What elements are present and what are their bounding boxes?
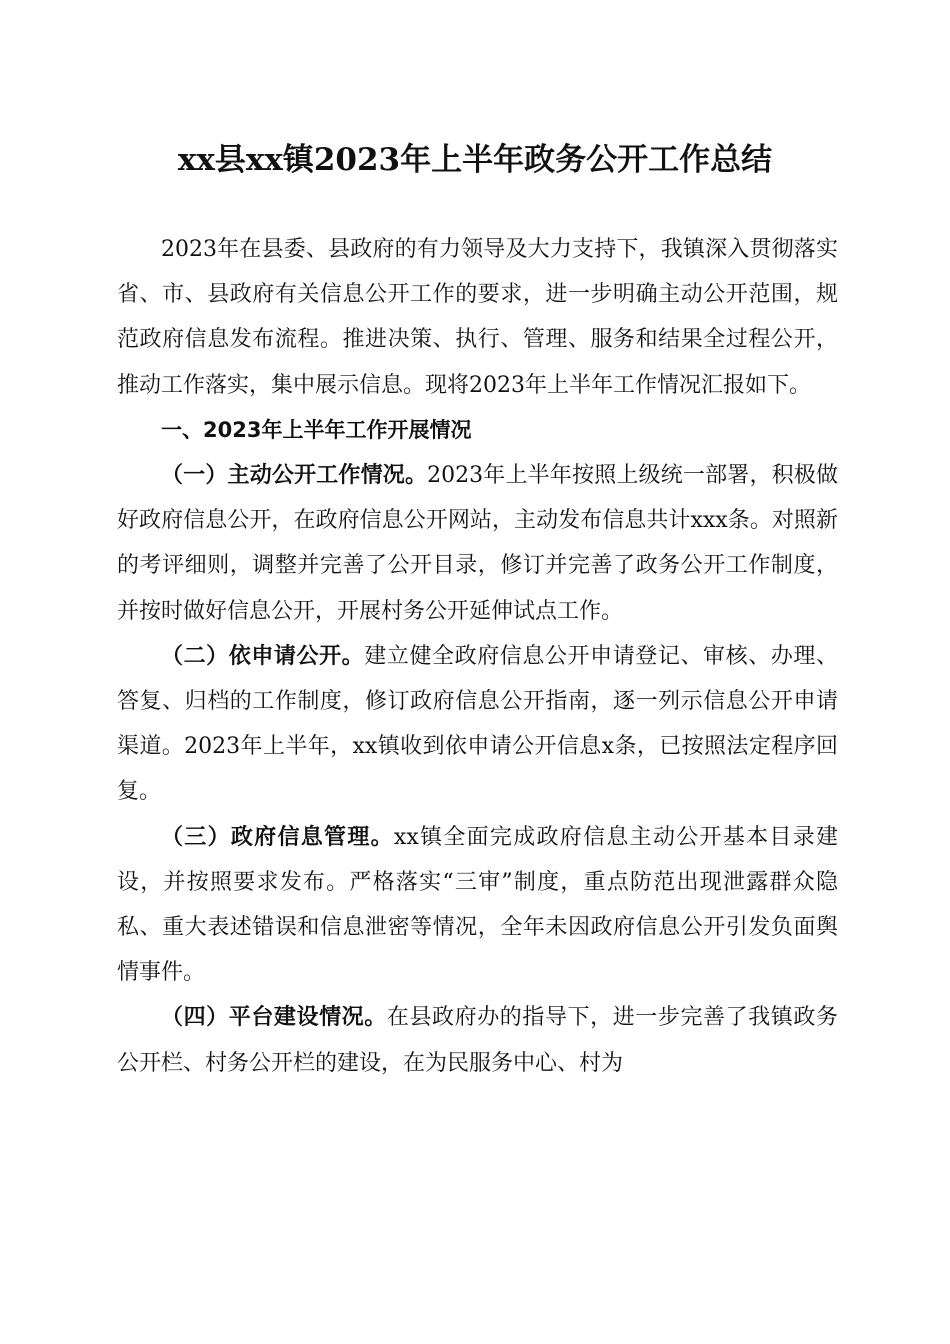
item-paragraph (117, 995, 838, 1085)
section-heading: 一、2023年上半年工作开展情况 (161, 417, 472, 442)
item-heading: （四）平台建设情况。 (161, 1004, 387, 1031)
document-title: xx县xx镇2023年上半年政务公开工作总结 (177, 142, 773, 178)
item-heading: （三）政府信息管理。 (161, 823, 394, 850)
item-text: 建立健全政府信息公开申请登记、审核、办理、答复、归档的工作制度，修订政府信息公开指南，逐一列示信息公开申请渠道。2023年上半年，xx镇收到依申请公开信息x条，已按照法定程序回复。 (117, 643, 838, 805)
item-paragraph (117, 634, 838, 815)
item-paragraph (117, 815, 838, 996)
item-paragraph (117, 453, 838, 634)
item-text: xx镇全面完成政府信息主动公开基本目录建设，并按照要求发布。严格落实“三审”制度，重点防范出现泄露群众隐私、重大表述错误和信息泄密等情况，全年未因政府信息公开引发负面舆情事件。 (117, 824, 838, 986)
item-text: 在县政府办的指导下，进一步完善了我镇政务公开栏、村务公开栏的建设，在为民服务中心、村为 (117, 1005, 838, 1076)
document-body (117, 227, 838, 1086)
item-heading: （一）主动公开工作情况。 (161, 462, 428, 489)
intro-paragraph: 2023年在县委、县政府的有力领导及大力支持下，我镇深入贯彻落实省、市、县政府有关信息公开工作的要求，进一步明确主动公开范围，规范政府信息发布流程。推进决策、执行、管理、服务和结果全过程公开，推动工作落实，集中展示信息。现将2023年上半年工作情况汇报如下。 (117, 237, 838, 398)
item-heading: （二）依申请公开。 (161, 642, 365, 669)
item-text: 2023年上半年按照上级统一部署，积极做好政府信息公开，在政府信息公开网站，主动发布信息共计xxx条。对照新的考评细则，调整并完善了公开目录，修订并完善了政务公开工作制度，并按时做好信息公开，开展村务公开延伸试点工作。 (117, 463, 838, 624)
